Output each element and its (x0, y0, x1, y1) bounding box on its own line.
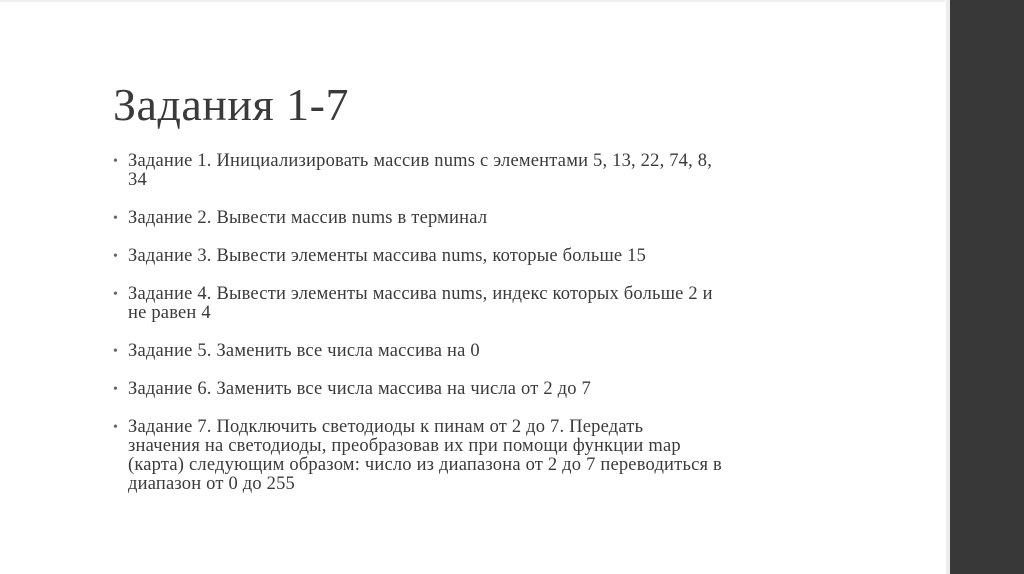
task-text-line: Задание 2. Вывести массив nums в терминал (128, 208, 488, 228)
bullet-icon: • (113, 420, 119, 435)
task-text-line: Задание 3. Вывести элементы массива nums, которые больше 15 (128, 246, 647, 266)
bullet-icon: • (113, 154, 119, 169)
task-text-line: значения на светодиоды, преобразовав их при помощи функции map (128, 436, 681, 456)
task-text-line: (карта) следующим образом: число из диапазона от 2 до 7 переводиться в (128, 455, 722, 475)
bullet-icon: • (113, 287, 119, 302)
slide-side-panel (950, 0, 1024, 574)
bullet-icon: • (113, 249, 119, 264)
bullet-icon: • (113, 382, 119, 397)
task-item (113, 152, 722, 190)
task-text-line: Задание 6. Заменить все числа массива на числа от 2 до 7 (128, 379, 591, 399)
task-text-line: Задание 5. Заменить все числа массива на 0 (128, 341, 480, 361)
task-text-line: Задание 1. Инициализировать массив nums с элементами 5, 13, 22, 74, 8, (128, 151, 713, 171)
task-item (113, 209, 722, 228)
task-text-line: Задание 7. Подключить светодиоды к пинам от 2 до 7. Передать (128, 417, 644, 437)
task-item (113, 342, 722, 361)
slide-top-border (0, 0, 945, 2)
task-text-line: Задание 4. Вывести элементы массива nums, индекс которых больше 2 и (128, 284, 713, 304)
task-item (113, 418, 722, 494)
task-item (113, 285, 722, 323)
bullet-icon: • (113, 344, 119, 359)
slide-title: Задания 1-7 (113, 79, 349, 130)
task-item (113, 380, 722, 399)
task-list (113, 152, 722, 513)
task-text-line: 34 (128, 170, 147, 190)
task-text-line: не равен 4 (128, 303, 211, 323)
task-text-line: диапазон от 0 до 255 (128, 474, 295, 494)
task-item (113, 247, 722, 266)
bullet-icon: • (113, 211, 119, 226)
